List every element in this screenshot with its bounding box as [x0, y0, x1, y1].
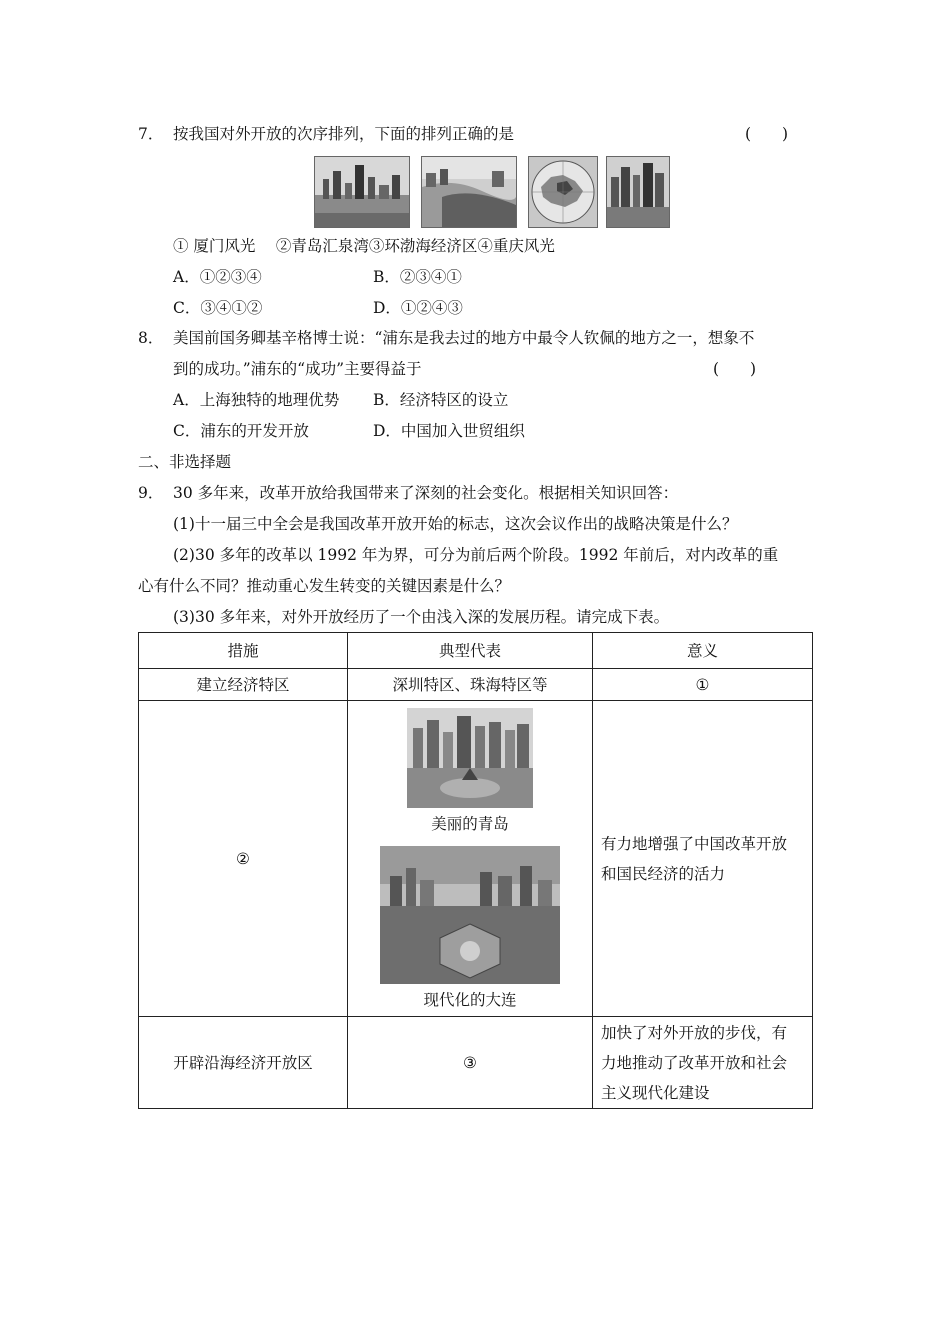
row2-example-cell — [348, 701, 593, 1017]
row3-measure: 开辟沿海经济开放区 — [139, 1017, 348, 1109]
q7-bracket: ( ) — [745, 125, 789, 143]
table-header-row — [139, 633, 813, 669]
header-meaning: 意义 — [593, 633, 813, 669]
q7-number: 7． — [138, 125, 164, 143]
q8-number: 8． — [138, 329, 164, 347]
row2-meaning-line1: 有力地增强了中国改革开放 — [601, 834, 788, 853]
header-example: 典型代表 — [348, 633, 593, 669]
q7-option-a[interactable]: A．①②③④ — [173, 268, 262, 286]
header-measure: 措施 — [139, 633, 348, 669]
row2-meaning — [593, 701, 813, 1017]
q7-photo-captions: ① 厦门风光 ②青岛汇泉湾③环渤海经济区④重庆风光 — [173, 237, 555, 255]
row3-meaning-line1: 加快了对外开放的步伐，有 — [601, 1023, 788, 1042]
row3-example-blank[interactable]: ③ — [348, 1017, 593, 1109]
q8-option-c[interactable]: C．浦东的开发开放 — [173, 422, 309, 440]
q7-stem: 按我国对外开放的次序排列，下面的排列正确的是 — [173, 125, 515, 143]
q9-sub1: (1)十一届三中全会是我国改革开放开始的标志，这次会议作出的战略决策是什么？ — [173, 515, 738, 533]
q8-stem-line1: 美国前国务卿基辛格博士说：“浦东是我去过的地方中最令人钦佩的地方之一，想象不 — [173, 329, 755, 347]
q9-sub2-line1: (2)30 多年的改革以 1992 年为界，可分为前后两个阶段。1992 年前后，对内改革的重 — [173, 546, 779, 564]
row3-meaning-line3: 主义现代化建设 — [601, 1083, 710, 1102]
xiamen-photo — [314, 156, 410, 228]
qingdao-caption: 美丽的青岛 — [431, 814, 509, 833]
q9-stem: 30 多年来，改革开放给我国带来了深刻的社会变化。根据相关知识回答： — [173, 484, 679, 502]
q7-option-c[interactable]: C．③④①② — [173, 299, 263, 317]
row1-meaning-blank[interactable]: ① — [593, 669, 813, 701]
table-row — [139, 1017, 813, 1109]
opening-up-table — [138, 632, 813, 1109]
table-row — [139, 701, 813, 1017]
dalian-photo — [380, 846, 560, 984]
q8-option-d[interactable]: D．中国加入世贸组织 — [373, 422, 525, 440]
row1-example: 深圳特区、珠海特区等 — [348, 669, 593, 701]
q7-option-b[interactable]: B．②③④① — [373, 268, 462, 286]
q7-option-d[interactable]: D．①②④③ — [373, 299, 463, 317]
q8-stem-line2: 到的成功。”浦东的“成功”主要得益于 — [173, 360, 422, 378]
qingdao-photo — [407, 708, 533, 808]
q8-option-a[interactable]: A．上海独特的地理优势 — [173, 391, 340, 409]
section-heading-nonchoice: 二、非选择题 — [138, 453, 232, 471]
dalian-caption: 现代化的大连 — [423, 990, 517, 1009]
q8-option-b[interactable]: B．经济特区的设立 — [373, 391, 509, 409]
q8-bracket: ( ) — [713, 360, 757, 378]
row2-meaning-line2: 和国民经济的活力 — [601, 864, 726, 883]
row3-meaning — [593, 1017, 813, 1109]
q9-number: 9． — [138, 484, 164, 502]
table-row — [139, 669, 813, 701]
qingdao-bay-photo — [421, 156, 517, 228]
q9-sub2-line2: 心有什么不同？推动重心发生转变的关键因素是什么？ — [138, 577, 511, 595]
row3-meaning-line2: 力地推动了改革开放和社会 — [601, 1053, 788, 1072]
row1-measure: 建立经济特区 — [139, 669, 348, 701]
bohai-rim-map — [528, 156, 598, 228]
row2-measure-blank[interactable]: ② — [139, 701, 348, 1017]
chongqing-photo — [606, 156, 670, 228]
q9-sub3: (3)30 多年来，对外开放经历了一个由浅入深的发展历程。请完成下表。 — [173, 608, 670, 626]
